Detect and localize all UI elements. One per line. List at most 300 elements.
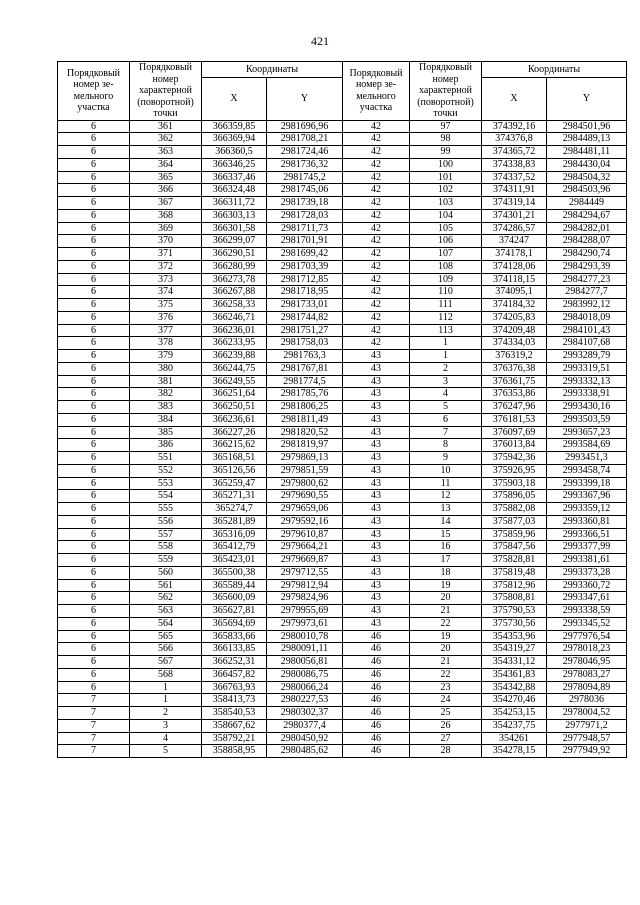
cell-parcel-no-left: 6: [58, 184, 130, 197]
cell-y-left: 2981739,18: [267, 197, 343, 210]
cell-y-right: 2993360,81: [547, 515, 627, 528]
cell-point-no-left: 563: [130, 605, 202, 618]
cell-parcel-no-right: 42: [343, 184, 410, 197]
table-row: [58, 286, 627, 299]
cell-point-no-left: 5: [130, 745, 202, 758]
cell-x-left: 365627,81: [202, 605, 267, 618]
cell-x-right: 374095,1: [482, 286, 547, 299]
cell-point-no-left: 556: [130, 515, 202, 528]
cell-y-right: 2978046,95: [547, 656, 627, 669]
cell-x-right: 374319,14: [482, 197, 547, 210]
cell-y-right: 2984107,68: [547, 337, 627, 350]
cell-point-no-right: 108: [410, 260, 482, 273]
cell-y-right: 2993458,74: [547, 464, 627, 477]
cell-y-left: 2981703,39: [267, 260, 343, 273]
cell-x-right: 374338,83: [482, 158, 547, 171]
cell-y-left: 2980450,92: [267, 732, 343, 745]
cell-point-no-left: 370: [130, 235, 202, 248]
cell-point-no-left: 555: [130, 503, 202, 516]
table-row: [58, 388, 627, 401]
cell-point-no-right: 11: [410, 477, 482, 490]
cell-x-right: 375730,56: [482, 617, 547, 630]
cell-point-no-left: 3: [130, 719, 202, 732]
cell-point-no-left: 361: [130, 120, 202, 133]
cell-point-no-left: 561: [130, 579, 202, 592]
cell-parcel-no-left: 7: [58, 707, 130, 720]
cell-point-no-left: 371: [130, 248, 202, 261]
cell-point-no-right: 109: [410, 273, 482, 286]
cell-parcel-no-left: 7: [58, 745, 130, 758]
cell-parcel-no-right: 43: [343, 554, 410, 567]
cell-x-left: 366324,48: [202, 184, 267, 197]
cell-point-no-left: 558: [130, 541, 202, 554]
cell-parcel-no-left: 6: [58, 515, 130, 528]
cell-x-left: 366360,5: [202, 146, 267, 159]
cell-y-left: 2981819,97: [267, 439, 343, 452]
table-row: [58, 235, 627, 248]
cell-point-no-left: 382: [130, 388, 202, 401]
cell-x-right: 375903,18: [482, 477, 547, 490]
header-y-right: Y: [547, 77, 627, 120]
cell-y-left: 2979973,61: [267, 617, 343, 630]
cell-x-right: 376247,96: [482, 401, 547, 414]
cell-y-left: 2981763,3: [267, 350, 343, 363]
cell-y-left: 2981701,91: [267, 235, 343, 248]
cell-parcel-no-right: 46: [343, 694, 410, 707]
cell-y-left: 2979955,69: [267, 605, 343, 618]
cell-parcel-no-left: 6: [58, 362, 130, 375]
table-row: [58, 184, 627, 197]
cell-point-no-right: 22: [410, 617, 482, 630]
cell-parcel-no-right: 43: [343, 464, 410, 477]
cell-y-right: 2993381,61: [547, 554, 627, 567]
cell-point-no-right: 18: [410, 566, 482, 579]
cell-point-no-right: 2: [410, 362, 482, 375]
cell-x-left: 366346,25: [202, 158, 267, 171]
cell-x-left: 366239,88: [202, 350, 267, 363]
cell-y-right: 2993289,79: [547, 350, 627, 363]
cell-x-left: 365500,38: [202, 566, 267, 579]
cell-parcel-no-right: 46: [343, 630, 410, 643]
cell-x-right: 375896,05: [482, 490, 547, 503]
cell-point-no-right: 10: [410, 464, 482, 477]
cell-parcel-no-left: 6: [58, 209, 130, 222]
cell-y-left: 2980091,11: [267, 643, 343, 656]
cell-x-left: 366763,93: [202, 681, 267, 694]
cell-point-no-right: 19: [410, 630, 482, 643]
cell-y-right: 2984293,39: [547, 260, 627, 273]
cell-parcel-no-left: 6: [58, 439, 130, 452]
cell-point-no-left: 4: [130, 732, 202, 745]
cell-point-no-right: 111: [410, 299, 482, 312]
cell-y-left: 2981745,06: [267, 184, 343, 197]
cell-y-left: 2979812,94: [267, 579, 343, 592]
cell-parcel-no-right: 43: [343, 362, 410, 375]
cell-parcel-no-right: 43: [343, 541, 410, 554]
cell-point-no-left: 367: [130, 197, 202, 210]
cell-point-no-left: 1: [130, 681, 202, 694]
cell-parcel-no-left: 6: [58, 490, 130, 503]
table-row: [58, 515, 627, 528]
cell-x-right: 374247: [482, 235, 547, 248]
cell-parcel-no-right: 46: [343, 732, 410, 745]
cell-y-right: 2978094,89: [547, 681, 627, 694]
cell-x-right: 374365,72: [482, 146, 547, 159]
cell-parcel-no-left: 6: [58, 337, 130, 350]
cell-parcel-no-left: 6: [58, 350, 130, 363]
cell-x-left: 366273,78: [202, 273, 267, 286]
cell-y-right: 2977976,54: [547, 630, 627, 643]
cell-x-left: 366233,95: [202, 337, 267, 350]
cell-point-no-right: 4: [410, 388, 482, 401]
cell-x-right: 374334,03: [482, 337, 547, 350]
cell-y-left: 2981820,52: [267, 426, 343, 439]
cell-y-right: 2984101,43: [547, 324, 627, 337]
cell-x-right: 374286,57: [482, 222, 547, 235]
cell-parcel-no-left: 6: [58, 681, 130, 694]
cell-parcel-no-left: 6: [58, 579, 130, 592]
cell-x-left: 365412,79: [202, 541, 267, 554]
table-row: [58, 490, 627, 503]
cell-parcel-no-right: 42: [343, 311, 410, 324]
cell-y-left: 2981811,49: [267, 413, 343, 426]
cell-point-no-left: 381: [130, 375, 202, 388]
cell-point-no-right: 98: [410, 133, 482, 146]
cell-point-no-right: 14: [410, 515, 482, 528]
cell-point-no-right: 28: [410, 745, 482, 758]
cell-point-no-right: 7: [410, 426, 482, 439]
cell-y-right: 2993366,51: [547, 528, 627, 541]
table-row: [58, 554, 627, 567]
cell-x-left: 366299,07: [202, 235, 267, 248]
cell-point-no-left: 376: [130, 311, 202, 324]
cell-y-left: 2981767,81: [267, 362, 343, 375]
cell-x-left: 365281,89: [202, 515, 267, 528]
cell-parcel-no-right: 42: [343, 260, 410, 273]
cell-x-left: 358792,21: [202, 732, 267, 745]
cell-x-right: 375877,03: [482, 515, 547, 528]
cell-x-left: 366267,88: [202, 286, 267, 299]
cell-x-right: 374184,32: [482, 299, 547, 312]
cell-x-right: 374205,83: [482, 311, 547, 324]
cell-x-left: 358858,95: [202, 745, 267, 758]
cell-point-no-right: 20: [410, 643, 482, 656]
cell-point-no-right: 27: [410, 732, 482, 745]
cell-parcel-no-right: 43: [343, 592, 410, 605]
cell-x-right: 375847,56: [482, 541, 547, 554]
cell-parcel-no-left: 7: [58, 694, 130, 707]
cell-point-no-right: 113: [410, 324, 482, 337]
cell-parcel-no-left: 6: [58, 528, 130, 541]
cell-point-no-right: 99: [410, 146, 482, 159]
cell-point-no-right: 102: [410, 184, 482, 197]
cell-x-left: 358540,53: [202, 707, 267, 720]
cell-x-right: 376097,69: [482, 426, 547, 439]
cell-y-left: 2979610,87: [267, 528, 343, 541]
cell-y-right: 2978083,27: [547, 668, 627, 681]
cell-point-no-right: 17: [410, 554, 482, 567]
cell-x-left: 366280,99: [202, 260, 267, 273]
table-row: [58, 477, 627, 490]
cell-parcel-no-left: 6: [58, 464, 130, 477]
cell-point-no-right: 12: [410, 490, 482, 503]
cell-y-right: 2977971,2: [547, 719, 627, 732]
cell-y-left: 2979659,06: [267, 503, 343, 516]
table-row: [58, 146, 627, 159]
cell-point-no-left: 364: [130, 158, 202, 171]
cell-point-no-left: 566: [130, 643, 202, 656]
cell-y-left: 2979869,13: [267, 452, 343, 465]
cell-point-no-left: 551: [130, 452, 202, 465]
cell-y-right: 2984503,96: [547, 184, 627, 197]
cell-point-no-right: 15: [410, 528, 482, 541]
cell-x-left: 358413,73: [202, 694, 267, 707]
cell-parcel-no-left: 6: [58, 235, 130, 248]
header-coordinates-left: Координаты: [202, 62, 343, 78]
cell-parcel-no-right: 42: [343, 146, 410, 159]
cell-point-no-left: 1: [130, 694, 202, 707]
cell-y-left: 2980302,37: [267, 707, 343, 720]
cell-parcel-no-left: 6: [58, 630, 130, 643]
table-row: [58, 222, 627, 235]
cell-point-no-right: 23: [410, 681, 482, 694]
cell-parcel-no-left: 6: [58, 324, 130, 337]
cell-x-left: 365271,31: [202, 490, 267, 503]
cell-x-right: 374128,06: [482, 260, 547, 273]
cell-parcel-no-right: 46: [343, 643, 410, 656]
header-y-left: Y: [267, 77, 343, 120]
cell-x-right: 354261: [482, 732, 547, 745]
cell-parcel-no-left: 6: [58, 401, 130, 414]
table-row: [58, 350, 627, 363]
cell-y-right: 2977948,57: [547, 732, 627, 745]
cell-y-right: 2984018,09: [547, 311, 627, 324]
cell-point-no-left: 2: [130, 707, 202, 720]
cell-x-right: 375812,96: [482, 579, 547, 592]
cell-x-right: 354253,15: [482, 707, 547, 720]
cell-parcel-no-right: 42: [343, 171, 410, 184]
cell-x-right: 375790,53: [482, 605, 547, 618]
cell-x-right: 354270,46: [482, 694, 547, 707]
cell-x-left: 365316,09: [202, 528, 267, 541]
coordinates-table: [57, 61, 627, 758]
cell-y-left: 2981774,5: [267, 375, 343, 388]
cell-parcel-no-left: 6: [58, 133, 130, 146]
cell-point-no-left: 559: [130, 554, 202, 567]
cell-x-right: 354278,15: [482, 745, 547, 758]
table-row: [58, 133, 627, 146]
cell-point-no-left: 380: [130, 362, 202, 375]
cell-point-no-right: 21: [410, 605, 482, 618]
cell-point-no-left: 564: [130, 617, 202, 630]
table-row: [58, 311, 627, 324]
cell-parcel-no-right: 46: [343, 681, 410, 694]
cell-x-right: 375926,95: [482, 464, 547, 477]
cell-parcel-no-left: 6: [58, 222, 130, 235]
table-row: [58, 209, 627, 222]
cell-parcel-no-left: 6: [58, 260, 130, 273]
cell-x-left: 365168,51: [202, 452, 267, 465]
cell-point-no-right: 1: [410, 350, 482, 363]
cell-x-right: 376353,86: [482, 388, 547, 401]
cell-y-right: 2993360,72: [547, 579, 627, 592]
cell-y-left: 2979592,16: [267, 515, 343, 528]
cell-x-left: 366359,85: [202, 120, 267, 133]
table-row: [58, 171, 627, 184]
cell-y-right: 2993347,61: [547, 592, 627, 605]
cell-y-right: 2984290,74: [547, 248, 627, 261]
table-row: [58, 668, 627, 681]
table-row: [58, 452, 627, 465]
cell-x-right: 354342,88: [482, 681, 547, 694]
cell-point-no-left: 374: [130, 286, 202, 299]
header-parcel-no-left: Порядковый номер зе-мельного участка: [58, 62, 130, 121]
cell-point-no-left: 372: [130, 260, 202, 273]
cell-point-no-left: 362: [130, 133, 202, 146]
cell-parcel-no-left: 6: [58, 248, 130, 261]
cell-x-right: 376376,38: [482, 362, 547, 375]
cell-y-left: 2979712,55: [267, 566, 343, 579]
cell-point-no-right: 19: [410, 579, 482, 592]
table-row: [58, 401, 627, 414]
cell-x-left: 366251,64: [202, 388, 267, 401]
cell-x-right: 354237,75: [482, 719, 547, 732]
cell-parcel-no-left: 6: [58, 171, 130, 184]
table-row: [58, 337, 627, 350]
cell-point-no-left: 562: [130, 592, 202, 605]
cell-parcel-no-left: 6: [58, 554, 130, 567]
cell-y-left: 2981696,96: [267, 120, 343, 133]
cell-x-left: 366246,71: [202, 311, 267, 324]
table-row: [58, 681, 627, 694]
cell-x-left: 365259,47: [202, 477, 267, 490]
cell-x-right: 354331,12: [482, 656, 547, 669]
cell-y-left: 2979690,55: [267, 490, 343, 503]
table-row: [58, 299, 627, 312]
cell-y-left: 2981745,2: [267, 171, 343, 184]
cell-y-left: 2981758,03: [267, 337, 343, 350]
cell-y-left: 2981711,73: [267, 222, 343, 235]
cell-point-no-left: 377: [130, 324, 202, 337]
cell-x-left: 366457,82: [202, 668, 267, 681]
table-row: [58, 732, 627, 745]
cell-point-no-left: 383: [130, 401, 202, 414]
header-x-left: X: [202, 77, 267, 120]
cell-point-no-left: 568: [130, 668, 202, 681]
cell-parcel-no-right: 42: [343, 299, 410, 312]
cell-point-no-left: 554: [130, 490, 202, 503]
cell-parcel-no-left: 6: [58, 120, 130, 133]
cell-y-right: 2993345,52: [547, 617, 627, 630]
cell-point-no-right: 100: [410, 158, 482, 171]
cell-parcel-no-left: 6: [58, 286, 130, 299]
cell-y-right: 2993451,3: [547, 452, 627, 465]
table-row: [58, 158, 627, 171]
cell-point-no-right: 5: [410, 401, 482, 414]
cell-x-right: 374178,1: [482, 248, 547, 261]
cell-parcel-no-right: 43: [343, 401, 410, 414]
cell-parcel-no-left: 6: [58, 413, 130, 426]
table-body: [58, 120, 627, 758]
cell-x-left: 366290,51: [202, 248, 267, 261]
cell-y-right: 2993584,69: [547, 439, 627, 452]
header-coordinates-right: Координаты: [482, 62, 627, 78]
cell-point-no-right: 1: [410, 337, 482, 350]
cell-y-left: 2981751,27: [267, 324, 343, 337]
cell-x-right: 376319,2: [482, 350, 547, 363]
cell-point-no-left: 552: [130, 464, 202, 477]
cell-x-left: 366133,85: [202, 643, 267, 656]
cell-parcel-no-left: 6: [58, 668, 130, 681]
cell-parcel-no-left: 7: [58, 732, 130, 745]
cell-y-left: 2981712,85: [267, 273, 343, 286]
table-row: [58, 707, 627, 720]
cell-x-right: 354319,27: [482, 643, 547, 656]
cell-point-no-left: 375: [130, 299, 202, 312]
cell-parcel-no-right: 43: [343, 528, 410, 541]
table-row: [58, 197, 627, 210]
cell-parcel-no-left: 6: [58, 452, 130, 465]
cell-parcel-no-right: 46: [343, 668, 410, 681]
cell-parcel-no-left: 6: [58, 311, 130, 324]
cell-x-right: 374311,91: [482, 184, 547, 197]
cell-x-left: 365694,69: [202, 617, 267, 630]
cell-point-no-right: 107: [410, 248, 482, 261]
cell-parcel-no-right: 43: [343, 566, 410, 579]
cell-y-right: 2984481,11: [547, 146, 627, 159]
header-point-no-left: Порядковый номер характерной (поворотной) точки: [130, 62, 202, 121]
cell-x-left: 366252,31: [202, 656, 267, 669]
cell-parcel-no-left: 6: [58, 541, 130, 554]
cell-y-left: 2979669,87: [267, 554, 343, 567]
cell-x-left: 365423,01: [202, 554, 267, 567]
cell-x-left: 358667,62: [202, 719, 267, 732]
table-row: [58, 541, 627, 554]
cell-y-left: 2980227,53: [267, 694, 343, 707]
cell-parcel-no-left: 6: [58, 158, 130, 171]
cell-x-left: 366301,58: [202, 222, 267, 235]
cell-point-no-right: 97: [410, 120, 482, 133]
cell-parcel-no-right: 43: [343, 605, 410, 618]
cell-x-left: 365600,09: [202, 592, 267, 605]
cell-x-left: 366236,61: [202, 413, 267, 426]
table-row: [58, 719, 627, 732]
cell-y-left: 2981699,42: [267, 248, 343, 261]
cell-parcel-no-right: 42: [343, 158, 410, 171]
cell-parcel-no-left: 6: [58, 605, 130, 618]
cell-parcel-no-left: 6: [58, 477, 130, 490]
cell-y-left: 2981736,32: [267, 158, 343, 171]
cell-y-right: 2993430,16: [547, 401, 627, 414]
cell-x-left: 366236,01: [202, 324, 267, 337]
cell-point-no-left: 386: [130, 439, 202, 452]
cell-y-right: 2993359,12: [547, 503, 627, 516]
cell-parcel-no-right: 42: [343, 337, 410, 350]
cell-point-no-left: 369: [130, 222, 202, 235]
cell-point-no-right: 6: [410, 413, 482, 426]
cell-y-right: 2993338,59: [547, 605, 627, 618]
cell-parcel-no-left: 6: [58, 146, 130, 159]
cell-parcel-no-right: 46: [343, 707, 410, 720]
cell-x-left: 366244,75: [202, 362, 267, 375]
cell-parcel-no-left: 6: [58, 656, 130, 669]
cell-y-right: 2993367,96: [547, 490, 627, 503]
table-row: [58, 503, 627, 516]
table-row: [58, 464, 627, 477]
cell-point-no-right: 101: [410, 171, 482, 184]
cell-y-right: 2984449: [547, 197, 627, 210]
cell-x-right: 354361,83: [482, 668, 547, 681]
